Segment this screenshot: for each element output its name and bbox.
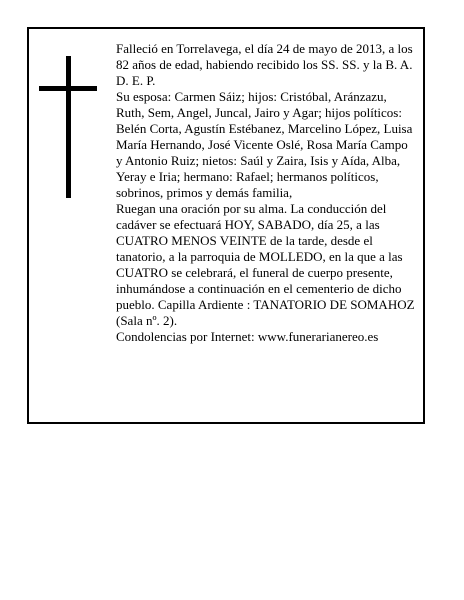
notice-text xyxy=(116,41,416,345)
cross-horizontal-bar xyxy=(39,86,97,91)
obituary-notice xyxy=(27,27,425,424)
rest-in-peace: D. E. P. xyxy=(116,73,156,88)
condolences-line: Condolencias por Internet: www.funerarianereo.es xyxy=(116,329,379,344)
cross-vertical-bar xyxy=(66,56,71,198)
family-list: Su esposa: Carmen Sáiz; hijos: Cristóbal, Aránzazu, Ruth, Sem, Angel, Juncal, Jairo y Agar; hijos políticos: Belén Corta, Agustín Estébanez, Marcelino López, Luisa María Hernando, José Vicente Oslé, Rosa María Campo y Antonio Ruiz; nietos: Saúl y Zaira, Isis y Aída, Alba, Yeray e Iria; hermano: Rafael; hermanos políticos, sobrinos, primos y demás familia, xyxy=(116,89,413,200)
funeral-details: Ruegan una oración por su alma. La conducción del cadáver se efectuará HOY, SABADO, día 25, a las CUATRO MENOS VEINTE de la tarde, desde el tanatorio, a la parroquia de MOLLEDO, en la que a las CUATRO se celebrará, el funeral de cuerpo presente, inhumándose a continuación en el cementerio de dicho pueblo. Capilla Ardiente : TANATORIO DE SOMAHOZ (Sala nº. 2). xyxy=(116,201,415,328)
cross-icon xyxy=(39,56,97,198)
death-announcement: Falleció en Torrelavega, el día 24 de mayo de 2013, a los 82 años de edad, habiendo recibido los SS. SS. y la B. A. xyxy=(116,41,413,72)
